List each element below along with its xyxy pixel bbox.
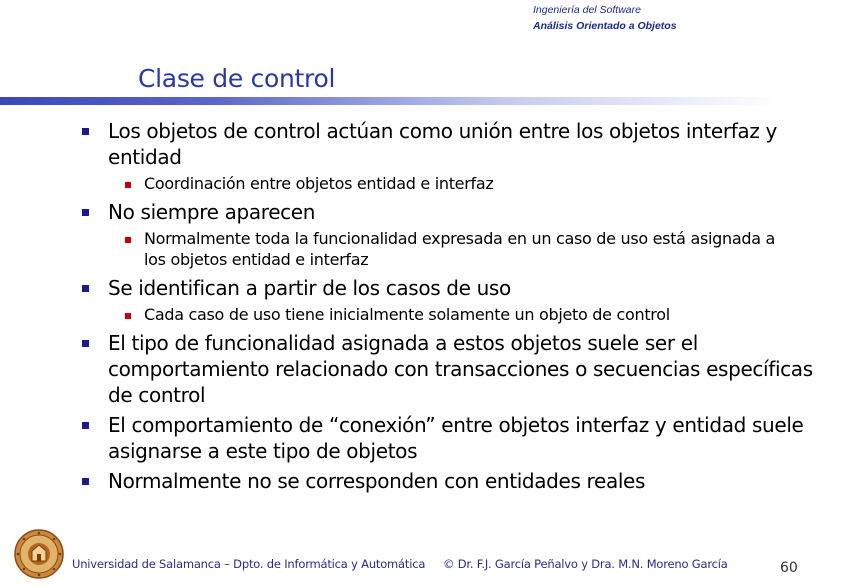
course-header <box>533 2 677 34</box>
course-name: Ingeniería del Software <box>533 4 641 16</box>
bullet-text: Los objetos de control actúan como unión entre los objetos interfaz y entidad <box>108 119 777 169</box>
sub-bullet-text: Cada caso de uso tiene inicialmente solamente un objeto de control <box>144 305 670 324</box>
square-bullet-icon <box>82 209 89 216</box>
slide-title: Clase de control <box>138 64 336 93</box>
list-item <box>108 116 818 172</box>
footer-authors: © Dr. F.J. García Peñalvo y Dra. M.N. Moreno García <box>443 557 728 571</box>
footer-institution: Universidad de Salamanca – Dpto. de Informática y Automática <box>72 557 426 571</box>
square-bullet-icon <box>82 340 89 347</box>
square-bullet-icon <box>82 478 89 485</box>
list-item <box>108 273 818 303</box>
square-bullet-icon <box>125 313 131 319</box>
university-seal-icon <box>14 529 64 579</box>
bullet-text: Se identifican a partir de los casos de uso <box>108 276 511 300</box>
bullet-text: El comportamiento de “conexión” entre objetos interfaz y entidad suele asignarse a este tipo de objetos <box>108 413 804 463</box>
sub-list-item <box>144 227 794 273</box>
square-bullet-icon <box>82 285 89 292</box>
sub-bullet-text: Normalmente toda la funcionalidad expresada en un caso de uso está asignada a los objetos entidad e interfaz <box>144 229 776 269</box>
list-item <box>108 197 818 227</box>
list-item <box>108 466 818 496</box>
title-underline <box>0 97 848 105</box>
square-bullet-icon <box>125 237 131 243</box>
sub-list-item <box>144 303 794 328</box>
square-bullet-icon <box>125 182 131 188</box>
list-item <box>108 328 818 410</box>
sub-list-item <box>144 172 794 197</box>
square-bullet-icon <box>82 128 89 135</box>
bullet-text: Normalmente no se corresponden con entidades reales <box>108 469 646 493</box>
bullet-text: No siempre aparecen <box>108 200 316 224</box>
square-bullet-icon <box>82 422 89 429</box>
bullet-list <box>0 116 848 496</box>
subject-name: Análisis Orientado a Objetos <box>533 20 677 32</box>
sub-bullet-text: Coordinación entre objetos entidad e interfaz <box>144 174 494 193</box>
list-item <box>108 410 818 466</box>
bullet-text: El tipo de funcionalidad asignada a estos objetos suele ser el comportamiento relacionado con transacciones o secuencias específicas de control <box>108 331 813 407</box>
page-number: 60 <box>780 560 798 576</box>
